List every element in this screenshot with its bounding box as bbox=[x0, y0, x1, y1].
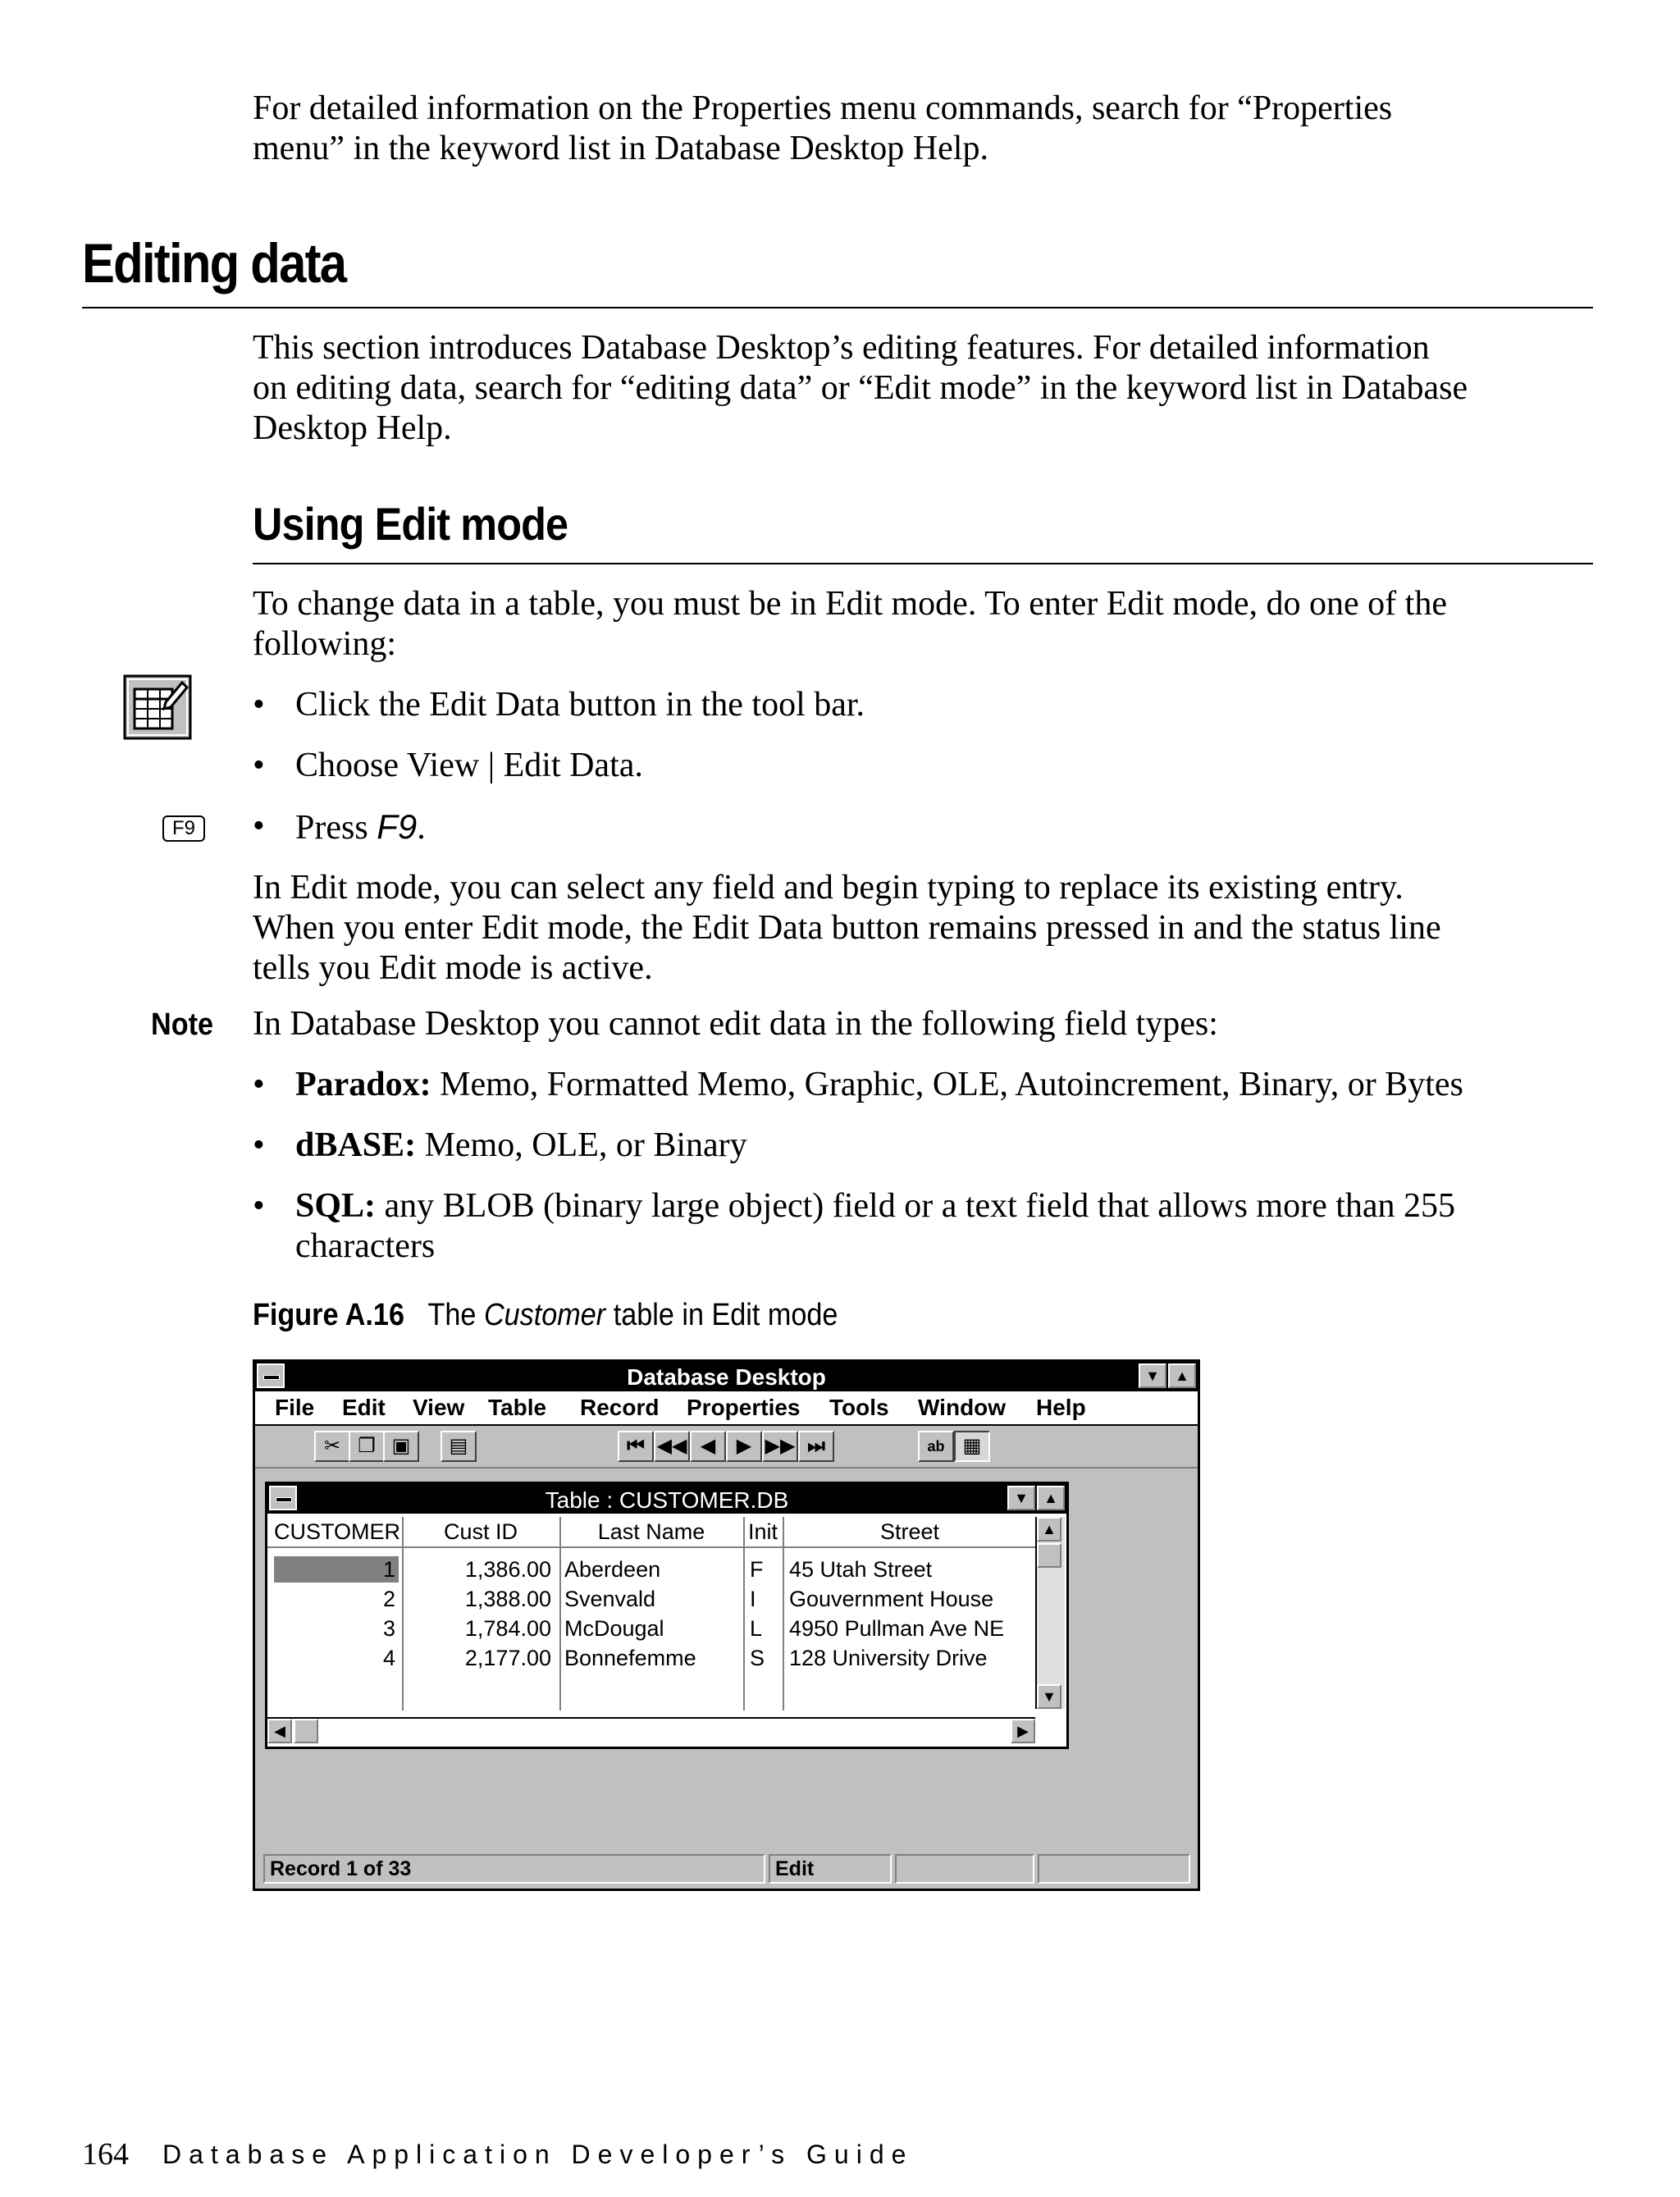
figure-label: Figure A.16 bbox=[253, 1298, 404, 1332]
edit-mode-paragraph bbox=[253, 868, 1598, 989]
status-record: Record 1 of 33 bbox=[263, 1854, 765, 1884]
bullet-edit-button: Click the Edit Data button in the tool bar. bbox=[295, 686, 865, 724]
table-cell[interactable]: 4950 Pullman Ave NE bbox=[789, 1616, 1005, 1641]
edit-mode-line-1: In Edit mode, you can select any field and begin typing to replace its existing entry. bbox=[253, 869, 1404, 907]
column-header-last-name[interactable]: Last Name bbox=[597, 1519, 705, 1544]
subsection-body-line-2: following: bbox=[253, 625, 396, 663]
section-intro bbox=[253, 328, 1598, 449]
first-record-icon[interactable]: ⏮ bbox=[618, 1431, 654, 1462]
header-divider bbox=[267, 1546, 1035, 1548]
bullet-marker: • bbox=[253, 1126, 265, 1164]
page-number: 164 bbox=[82, 2137, 129, 2172]
table-cell[interactable]: Gouvernment House bbox=[789, 1587, 994, 1611]
table-cell[interactable]: McDougal bbox=[564, 1616, 664, 1641]
menu-window[interactable]: Window bbox=[918, 1395, 1007, 1420]
menu-table[interactable]: Table bbox=[488, 1395, 547, 1420]
app-titlebar bbox=[255, 1362, 1198, 1391]
table-cell[interactable]: L bbox=[750, 1616, 763, 1641]
table-cell[interactable]: Svenvald bbox=[564, 1587, 656, 1611]
edit-mode-line-3: tells you Edit mode is active. bbox=[253, 949, 653, 987]
subsection-title: Using Edit mode bbox=[253, 498, 568, 550]
subsection-rule bbox=[253, 563, 1593, 564]
copy-icon[interactable]: ❐ bbox=[349, 1431, 385, 1462]
field-type-sql bbox=[295, 1186, 1600, 1267]
section-body-line-1: This section introduces Database Desktop’s editing features. For detailed information bbox=[253, 329, 1430, 367]
column-header-cust-id[interactable]: Cust ID bbox=[443, 1519, 518, 1544]
menu-file[interactable]: File bbox=[275, 1395, 315, 1420]
edit-mode-line-2: When you enter Edit mode, the Edit Data button remains pressed in and the status line bbox=[253, 909, 1441, 947]
f9-key-icon: F9 bbox=[162, 815, 205, 842]
table-cell[interactable]: 1 bbox=[382, 1557, 395, 1582]
menu-view[interactable]: View bbox=[413, 1395, 465, 1420]
book-title: Database Application Developer’s Guide bbox=[162, 2140, 914, 2169]
scroll-left-icon[interactable]: ◀ bbox=[267, 1719, 292, 1743]
subsection-body-line-1: To change data in a table, you must be in Edit mode. To enter Edit mode, do one of the bbox=[253, 585, 1447, 623]
caption-post: table in Edit mode bbox=[605, 1298, 838, 1332]
table-cell[interactable]: S bbox=[750, 1646, 765, 1670]
scroll-up-icon[interactable]: ▲ bbox=[1037, 1517, 1061, 1542]
edit-data-button-icon[interactable]: ▦ bbox=[954, 1431, 990, 1462]
status-panel-3 bbox=[895, 1854, 1034, 1884]
table-cell[interactable]: 3 bbox=[382, 1616, 395, 1641]
bullet-marker: • bbox=[253, 747, 265, 784]
caption-pre: The bbox=[427, 1298, 484, 1332]
note-label: Note bbox=[151, 1007, 214, 1042]
table-cell[interactable]: 1,386.00 bbox=[464, 1557, 551, 1582]
bullet-marker: • bbox=[253, 1066, 265, 1103]
note-text: In Database Desktop you cannot edit data in the following field types: bbox=[253, 1005, 1218, 1043]
dbase-text: Memo, OLE, or Binary bbox=[416, 1126, 747, 1164]
scroll-thumb[interactable] bbox=[1037, 1543, 1061, 1568]
horizontal-scrollbar[interactable] bbox=[267, 1717, 1035, 1745]
column-header-customer[interactable]: CUSTOMER bbox=[274, 1519, 401, 1544]
status-mode: Edit bbox=[769, 1854, 892, 1884]
menu-tools[interactable]: Tools bbox=[829, 1395, 889, 1420]
scroll-right-icon[interactable]: ▶ bbox=[1011, 1719, 1035, 1743]
minimize-button[interactable]: ▼ bbox=[1139, 1363, 1166, 1388]
maximize-button[interactable]: ▲ bbox=[1168, 1363, 1196, 1388]
bullet-press-f9 bbox=[295, 806, 1600, 848]
intro-line-2: menu” in the keyword list in Database Desktop Help. bbox=[253, 130, 988, 167]
menu-help[interactable]: Help bbox=[1036, 1395, 1086, 1420]
menu-edit[interactable]: Edit bbox=[342, 1395, 386, 1420]
app-title: Database Desktop bbox=[627, 1364, 826, 1390]
paradox-text: Memo, Formatted Memo, Graphic, OLE, Autoincrement, Binary, or Bytes bbox=[431, 1066, 1463, 1103]
press-prefix: Press bbox=[295, 809, 377, 847]
previous-set-icon[interactable]: ◀◀ bbox=[654, 1431, 690, 1462]
column-header-street[interactable]: Street bbox=[879, 1519, 940, 1544]
field-view-icon[interactable]: ab bbox=[918, 1431, 954, 1462]
table-cell[interactable]: 45 Utah Street bbox=[789, 1557, 933, 1582]
press-suffix: . bbox=[417, 809, 426, 847]
last-record-icon[interactable]: ⏭ bbox=[798, 1431, 834, 1462]
table-cell[interactable]: 1,388.00 bbox=[464, 1587, 551, 1611]
scroll-down-icon[interactable]: ▼ bbox=[1037, 1684, 1061, 1709]
previous-record-icon[interactable]: ◀ bbox=[690, 1431, 726, 1462]
paste-icon[interactable]: ▣ bbox=[383, 1431, 419, 1462]
field-type-dbase bbox=[295, 1126, 1600, 1166]
table-cell[interactable]: F bbox=[750, 1557, 764, 1582]
section-body-line-3: Desktop Help. bbox=[253, 409, 452, 447]
database-desktop-window bbox=[253, 1359, 1200, 1891]
menu-properties[interactable]: Properties bbox=[687, 1395, 801, 1420]
table-cell[interactable]: 2 bbox=[382, 1587, 395, 1611]
table-minimize-button[interactable]: ▼ bbox=[1007, 1486, 1035, 1510]
table-cell[interactable]: 128 University Drive bbox=[789, 1646, 988, 1670]
caption-em: Customer bbox=[483, 1298, 606, 1332]
dbase-label: dBASE: bbox=[295, 1126, 417, 1164]
next-record-icon[interactable]: ▶ bbox=[726, 1431, 762, 1462]
bullet-marker: • bbox=[253, 807, 265, 845]
table-window bbox=[265, 1482, 1069, 1749]
status-panel-4 bbox=[1038, 1854, 1190, 1884]
table-title: Table : CUSTOMER.DB bbox=[545, 1487, 789, 1513]
vertical-scrollbar[interactable] bbox=[1035, 1517, 1065, 1709]
subsection-intro bbox=[253, 584, 1598, 665]
paradox-label: Paradox: bbox=[295, 1066, 431, 1103]
column-header-init[interactable]: Init bbox=[747, 1519, 778, 1544]
table-cell[interactable]: 1,784.00 bbox=[464, 1616, 551, 1641]
table-maximize-button[interactable]: ▲ bbox=[1037, 1486, 1065, 1510]
field-type-paradox bbox=[295, 1065, 1600, 1105]
section-title: Editing data bbox=[82, 232, 346, 295]
press-key: F9 bbox=[377, 807, 418, 846]
sql-text-2: characters bbox=[295, 1227, 436, 1265]
section-rule bbox=[82, 307, 1593, 308]
tool-bar bbox=[255, 1426, 1198, 1468]
section-body-line-2: on editing data, search for “editing data” or “Edit mode” in the keyword list in Database bbox=[253, 369, 1468, 407]
sql-text: any BLOB (binary large object) field or a text field that allows more than 255 bbox=[376, 1187, 1456, 1225]
intro-paragraph bbox=[253, 89, 1598, 169]
figure-caption bbox=[253, 1298, 838, 1333]
bullet-marker: • bbox=[253, 1187, 265, 1225]
cut-icon[interactable]: ✂ bbox=[314, 1431, 350, 1462]
hscroll-thumb[interactable] bbox=[294, 1719, 318, 1743]
restructure-icon[interactable]: ▤ bbox=[441, 1431, 477, 1462]
bullet-view-menu: Choose View | Edit Data. bbox=[295, 747, 643, 784]
table-titlebar bbox=[267, 1484, 1066, 1514]
table-cell[interactable]: Bonnefemme bbox=[564, 1646, 696, 1670]
sql-label: SQL: bbox=[295, 1187, 377, 1225]
table-cell[interactable]: 4 bbox=[382, 1646, 395, 1670]
bullet-marker: • bbox=[253, 686, 265, 724]
menu-record[interactable]: Record bbox=[580, 1395, 660, 1420]
table-cell[interactable]: I bbox=[750, 1587, 756, 1611]
intro-line-1: For detailed information on the Properties menu commands, search for “Properties bbox=[253, 89, 1393, 127]
table-cell[interactable]: Aberdeen bbox=[564, 1557, 661, 1582]
edit-data-icon bbox=[123, 674, 192, 740]
next-set-icon[interactable]: ▶▶ bbox=[762, 1431, 798, 1462]
table-cell[interactable]: 2,177.00 bbox=[464, 1646, 551, 1670]
menu-bar bbox=[255, 1391, 1198, 1426]
